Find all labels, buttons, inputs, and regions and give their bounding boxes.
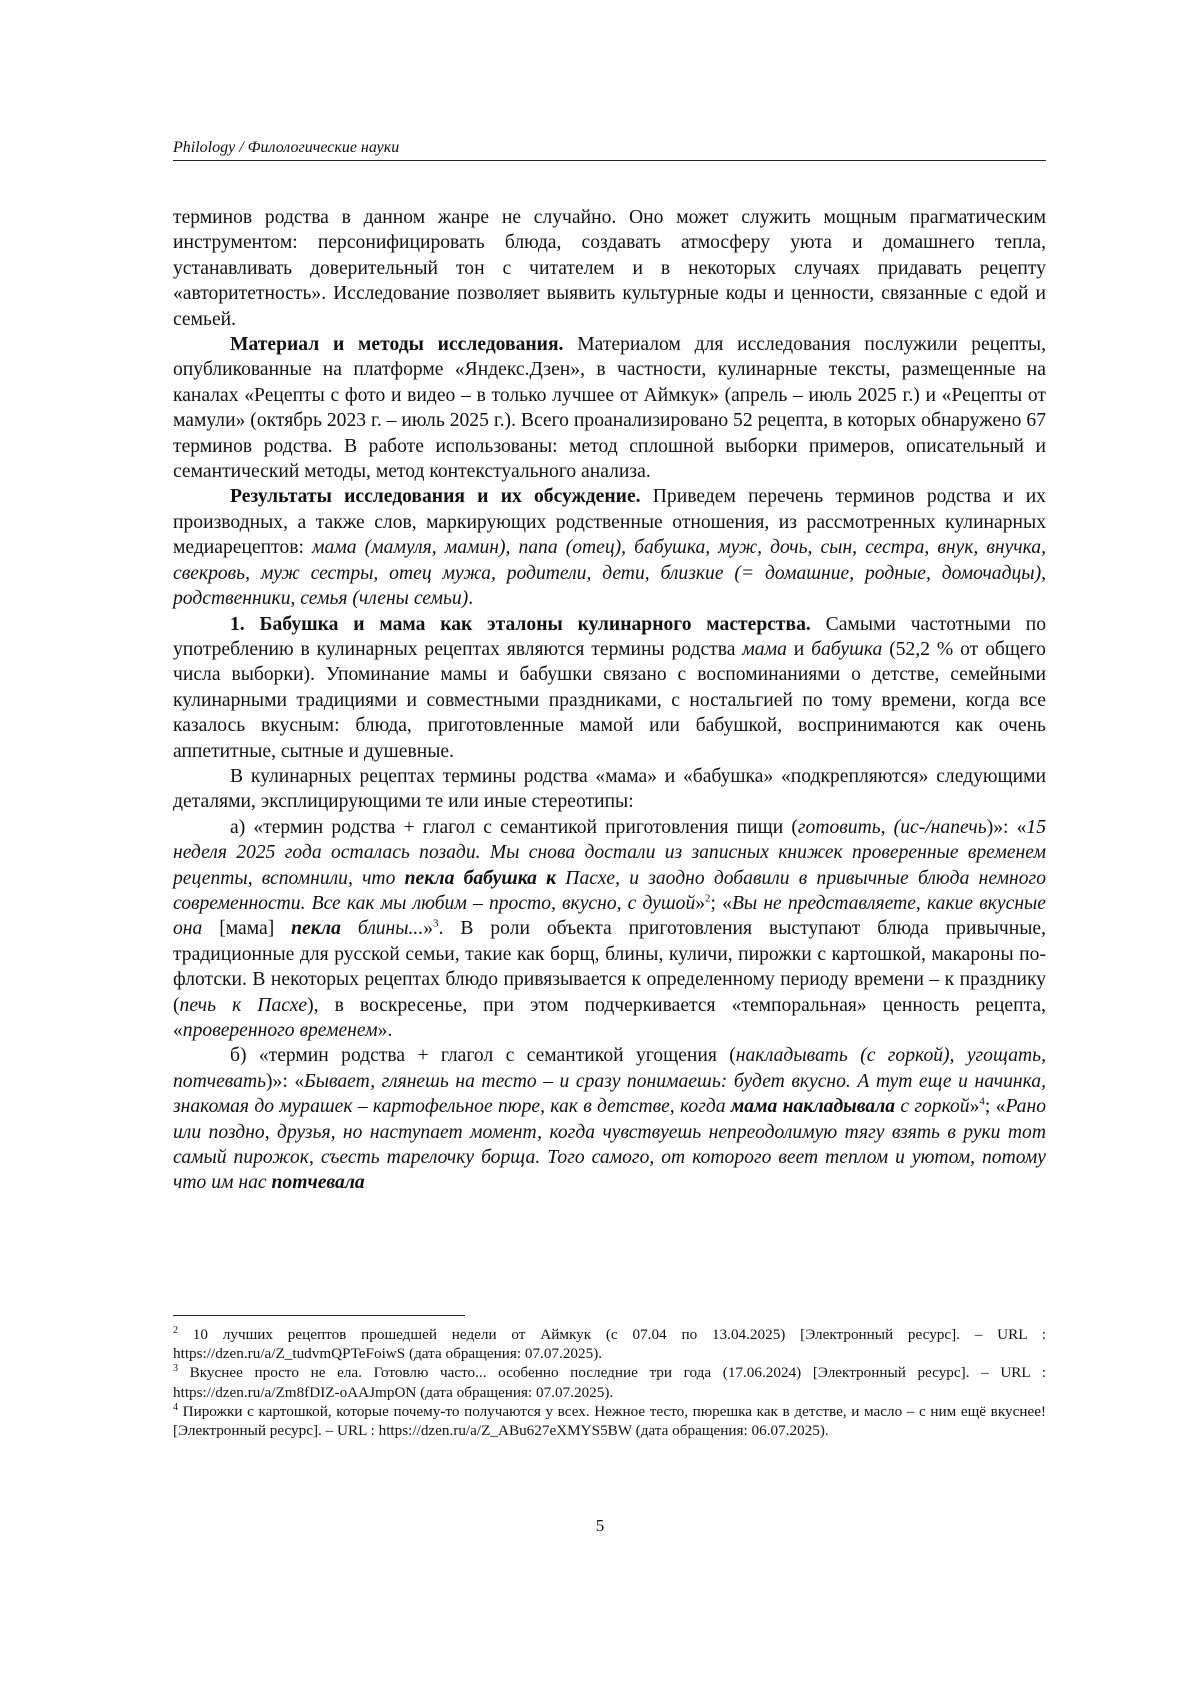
quote-2-part-1: Вы не представляете, какие вкусные она: [173, 892, 1047, 940]
footnote-ref-3[interactable]: 3: [433, 917, 439, 930]
quote-3-close: »: [969, 1096, 980, 1118]
quote-1-part-2: Пасхе, и заодно добавили в привычные блюда немного современности. Все как мы любим – просто, вкусно, с душой: [173, 867, 1046, 914]
quote-1-bold: пекла бабушка к: [404, 867, 557, 889]
methods-paragraph: [173, 332, 1046, 484]
item-a-end: ».: [377, 1020, 393, 1041]
quote-2-insert: [мама]: [202, 918, 292, 940]
quote-2-bold: пекла: [291, 918, 341, 940]
item-a-intro: а) «термин родства + глагол с семантикой приготовления пищи (: [230, 816, 798, 838]
item-b-close: )»: «: [266, 1070, 305, 1092]
item-a-text: . В роли объекта приготовления выступают блюда привычные, традиционные для русской семьи, такие как борщ, блины, куличи, пирожки с картошкой, макароны по-флотски. В некоторых рецептах блюдо привязывается к определенному периоду времени – к празднику (: [173, 918, 1046, 1016]
item-a-paragraph: [173, 815, 1046, 1044]
item-a-verbs: готовить, (ис-/напечь: [797, 816, 987, 838]
quote-2-close: »: [423, 918, 434, 940]
separator: ; «: [710, 892, 732, 914]
footnote-3-number: 3: [173, 1363, 178, 1375]
section-1-heading: 1. Бабушка и мама как эталоны кулинарного мастерства.: [230, 613, 811, 635]
term-mama: мама: [742, 638, 787, 660]
footnote-4-text: Пирожки с картошкой, которые почему-то получаются у всех. Нежное тесто, пюрешка как в детстве, и масло – с ним ещё вкуснее! [Электронный ресурс]. – URL : https://dzen.ru/a/Z_ABu627eXMYS5BW (дата обращения: 06.07.2025).: [173, 1402, 1046, 1440]
body-text: [173, 205, 1046, 1196]
example-easter: печь к Пасхе: [179, 994, 308, 1016]
methods-heading: Материал и методы исследования.: [230, 334, 564, 356]
methods-text: Материалом для исследования послужили рецепты, опубликованные на платформе «Яндекс.Дзен», в частности, кулинарные тексты, размещенные на каналах «Рецепты с фото и видео – в только лучшее от Аймкук» (апрель – июль 2025 г.) и «Рецепты от мамули» (октябрь 2023 г. – июль 2025 г.). Всего проанализировано 52 рецепта, в которых обнаружено 67 терминов родства. В работе использованы: метод сплошной выборки примеров, описательный и семантический методы, метод контекстуального анализа.: [173, 334, 1046, 483]
kinship-terms-list: мама (мамуля, мамин), папа (отец), бабушка, муж, дочь, сын, сестра, внук, внучка, свекровь, муж сестры, отец мужа, родители, дети, близкие (= домашние, родные, домочадцы), родственники, семья (члены семьи): [173, 537, 1046, 610]
section-1-text-start: Самыми частотными по употреблению в кулинарных рецептах являются термины родства: [173, 613, 1046, 660]
results-end: .: [468, 588, 474, 610]
item-b-paragraph: [173, 1043, 1046, 1195]
quote-3-part-1: Бывает, глянешь на тесто – и сразу понимаешь: будет вкусно. А тут еще и начинка, знакомая до мурашек – картофельное пюре, как в детстве, когда: [173, 1070, 1046, 1118]
footnote-3: [173, 1363, 1046, 1401]
conjunction: и: [786, 638, 812, 660]
term-babushka: бабушка: [811, 638, 883, 660]
separator-2: ; «: [984, 1096, 1006, 1118]
quote-2-part-2: блины...: [340, 918, 424, 940]
footnote-divider: [173, 1315, 465, 1316]
results-text: Приведем перечень терминов родства и их производных, а также слов, маркирующих родственные отношения, из рассмотренных кулинарных медиарецептов:: [173, 486, 1046, 559]
quote-1-part-1: 15 неделя 2025 года осталась позади. Мы снова достали из записных книжек проверенные временем рецепты, вспомнили, что: [173, 816, 1046, 889]
details-paragraph: В кулинарных рецептах термины родства «мама» и «бабушка» «подкрепляются» следующими деталями, эксплицирующими те или иные стереотипы:: [173, 765, 1046, 813]
section-1-paragraph: [173, 612, 1046, 764]
footnote-4-number: 4: [173, 1401, 178, 1413]
footnote-4: [173, 1402, 1046, 1440]
example-time-tested: проверенного временем: [182, 1020, 378, 1041]
item-a-text-2: ), в воскресенье, при этом подчеркивается «темпоральная» ценность рецепта, «: [173, 994, 1046, 1041]
running-header: Philology / Филологические науки: [173, 139, 1046, 161]
footnote-ref-2[interactable]: 2: [705, 892, 711, 905]
item-b-intro: б) «термин родства + глагол с семантикой угощения (: [230, 1045, 736, 1067]
quote-1-close: »: [695, 892, 706, 914]
section-1-text-end: (52,2 % от общего числа выборки). Упоминание мамы и бабушки связано с воспоминаниями о детстве, семейными кулинарными традициями и совместными праздниками, с ностальгией по тому времени, когда все казалось вкусным: блюда, приготовленные мамой или бабушкой, воспринимаются как очень аппетитные, сытные и душевные.: [173, 638, 1046, 762]
footnotes: [173, 1325, 1046, 1440]
item-b-verbs: накладывать (с горкой), угощать, потчевать: [173, 1045, 1046, 1092]
footnote-ref-4[interactable]: 4: [979, 1095, 985, 1108]
footnote-2: [173, 1325, 1046, 1363]
page-number: 5: [595, 1516, 605, 1535]
footnote-3-text: Вкуснее просто не ела. Готовлю часто... особенно последние три года (17.06.2024) [Электронный ресурс]. – URL : https://dzen.ru/a/Zm8fDIZ-oAAJmpON (дата обращения: 07.07.2025).: [173, 1364, 1046, 1401]
quote-3-bold: мама накладывала: [730, 1096, 896, 1118]
item-a-close: )»: «: [986, 816, 1027, 838]
quote-4-bold: потчевала: [271, 1172, 365, 1194]
footnote-2-text: 10 лучших рецептов прошедшей недели от Аймкук (с 07.04 по 13.04.2025) [Электронный ресурс]. – URL : https://dzen.ru/a/Z_tudvmQPTeFoiwS (дата обращения: 07.07.2025).: [173, 1326, 1046, 1363]
results-heading: Результаты исследования и их обсуждение.: [230, 486, 641, 508]
footnote-2-number: 2: [173, 1324, 178, 1336]
results-paragraph: [173, 484, 1046, 611]
quote-4-part-1: Рано или поздно, друзья, но наступает момент, когда чувствуешь непреодолимую тягу взять в руки тот самый пирожок, съесть тарелочку борща. Того самого, от которого веет теплом и уютом, потому что им нас: [173, 1096, 1046, 1194]
intro-paragraph: терминов родства в данном жанре не случайно. Оно может служить мощным прагматическим инструментом: персонифицировать блюда, создавать атмосферу уюта и домашнего тепла, устанавливать доверительный тон с читателем и в некоторых случаях придавать рецепту «авторитетность». Исследование позволяет выявить культурные коды и ценности, связанные с едой и семьей.: [173, 207, 1046, 330]
quote-3-part-2: с горкой: [895, 1096, 970, 1118]
